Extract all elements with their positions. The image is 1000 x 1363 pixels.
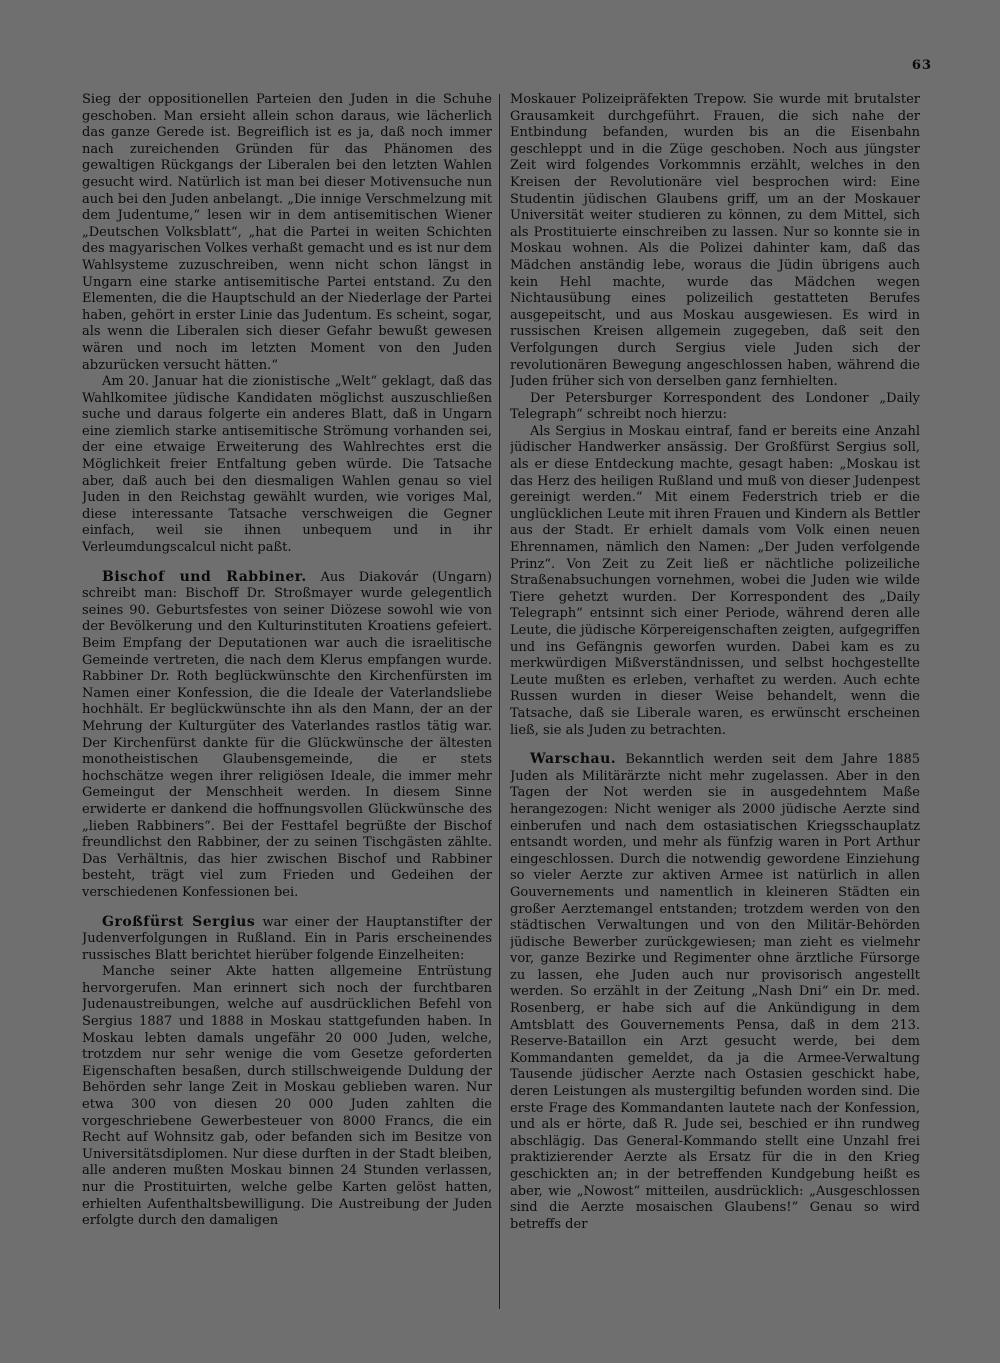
article-paragraph: Am 20. Januar hat die zionistische „Welt“ geklagt, daß das Wahlkomitee jüdische Kandidaten möglichst auszuschließen suche und daraus folgerte ein anderes Blatt, daß in Ungarn eine ziemlich starke antisemitische Strömung vorhanden sei, der eine etwaige Erweiterung des Wahlrechtes erst die Möglichkeit freier Entfaltung geben würde. Die Tatsache aber, daß auch bei den diesmaligen Wahlen genau so viel Juden in den Reichstag gewählt wurden, wie voriges Mal, diese interessante Tatsache verschweigen die Gegner einfach, weil sie ihnen unbequem und in ihr Verleumdungscalcul nicht paßt. — [82, 374, 492, 556]
article-paragraph: Manche seiner Akte hatten allgemeine Entrüstung hervorgerufen. Man erinnert sich noch der furchtbaren Judenaustreibungen, welche auf ausdrücklichen Befehl von Sergius 1887 und 1888 in Moskau stattgefunden haben. In Moskau lebten damals ungefähr 20 000 Juden, welche, trotzdem nur sehr wenige die vom Gesetze geforderten Eigenschaften besaßen, durch stillschweigende Duldung der Behörden sehr lange Zeit in Moskau geblieben waren. Nur etwa 300 von diesen 20 000 Juden zahlten die vorgeschriebene Gewerbesteuer von 8000 Francs, die ein Recht auf Wohnsitz gab, oder befanden sich im Besitze von Universitätsdiplomen. Nur diese durften in der Stadt bleiben, alle anderen mußten Moskau binnen 24 Stunden verlassen, nur die Prostituirten, welche gelbe Karten gelöst hatten, erhielten Aufenthaltsbewilligung. Die Austreibung der Juden erfolgte durch den damaligen — [82, 964, 492, 1229]
article-paragraph: war einer der Hauptanstifter der Judenverfolgungen in Rußland. Ein in Paris erscheinendes russisches Blatt berichtet hierüber folgende Einzelheiten: — [82, 914, 492, 963]
article-paragraph: Moskauer Polizeipräfekten Trepow. Sie wurde mit brutalster Grausamkeit durchgeführt. Frauen, die sich nahe der Entbindung befanden, wurden bis an die Eisenbahn geschleppt und in die Züge geschoben. Noch aus jüngster Zeit wird folgendes Vorkommnis erzählt, welches in den Kreisen der Revolutionäre viel besprochen wird: Eine Studentin jüdischen Glaubens griff, um an der Moskauer Universität weiter studieren zu können, zu dem Mittel, sich als Prostituierte einschreiben zu lassen. Nur so konnte sie in Moskau wohnen. Als die Polizei dahinter kam, daß das Mädchen anständig lebe, woraus die Jüdin übrigens auch kein Hehl machte, wurde das Mädchen wegen Nichtausübung eines polizeilich gestatteten Berufes ausgepeitscht, und aus Moskau ausgewiesen. Es wird in russischen Kreisen allgemein zugegeben, daß seit den Verfolgungen durch Sergius viele Juden sich der revolutionären Bewegung angeschlossen haben, während die Juden früher sich von derselben ganz fernhielten. — [510, 92, 920, 390]
section-headline: Großfürst Sergius — [102, 913, 256, 930]
column-divider — [499, 94, 500, 1309]
section-headline: Bischof und Rabbiner. — [102, 568, 307, 585]
article-paragraph: Bekanntlich werden seit dem Jahre 1885 Juden als Militärärzte nicht mehr zugelassen. Aber in den Tagen der Not werden sie in ausgedehntem Maße herangezogen: Nicht weniger als 2000 jüdische Aerzte sind einberufen und nach dem ostasiatischen Kriegsschauplatz entsandt worden, und mehr als fünfzig waren in Port Arthur eingeschlossen. Durch die notwendig gewordene Einziehung so vieler Aerzte zur aktiven Armee ist natürlich in allen Gouvernements und namentlich in kleineren Städten ein großer Aerztemangel entstanden; trotzdem werden von den städtischen Verwaltungen und von den Militär-Behörden jüdische Bewerber zurückgewiesen; man zieht es vielmehr vor, ganze Bezirke und Regimenter ohne ärztliche Fürsorge zu lassen, ehe Juden auch nur provisorisch angestellt werden. So erzählt in der Zeitung „Nash Dni“ ein Dr. med. Rosenberg, er habe sich auf die Ankündigung in dem Amtsblatt des Gouvernements Pensa, daß in dem 213. Reserve-Bataillon ein Arzt gesucht werde, bei dem Kommandanten gemeldet, da ja die Armee-Verwaltung Tausende jüdischer Aerzte nach Ostasien geschickt habe, deren Leistungen als mustergiltig befunden worden sind. Die erste Frage des Kommandanten lautete nach der Konfession, und als er hörte, daß R. Jude sei, beschied er ihn rundweg abschlägig. Das General-Kommando stellt eine Unzahl frei praktizierender Aerzte als Ersatz für die in den Krieg geschickten an; in der betreffenden Kundgebung heißt es aber, wie „Nowost“ mitteilen, ausdrücklich: „Ausgeschlossen sind die Aerzte mosaischen Glaubens!“ Genau so wird betreffs der — [510, 752, 920, 1232]
article-paragraph: Als Sergius in Moskau eintraf, fand er bereits eine Anzahl jüdischer Handwerker ansässig. Der Großfürst Sergius soll, als er diese Entdeckung machte, gesagt haben: „Moskau ist das Herz des heiligen Rußland und muß von dieser Judenpest gereinigt werden.“ Mit einem Federstrich trieb er die unglücklichen Leute mit ihren Frauen und Kindern als Bettler aus der Stadt. Er erhielt damals vom Volk einen neuen Ehrennamen, nämlich den Namen: „Der Juden verfolgende Prinz“. Von Zeit zu Zeit ließ er nächtliche polizeiliche Straßenabsuchungen vornehmen, wobei die Juden wie wilde Tiere gehetzt wurden. Der Korrespondent des „Daily Telegraph“ entsinnt sich einer Periode, während deren alle Leute, die jüdische Körpereigenschaften zeigten, aufgegriffen und ins Gefängnis geworfen wurden. Dabei kam es zu merkwürdigen Mißverständnissen, und selbst hochgestellte Leute mußten es erleben, verhaftet zu werden. Auch echte Russen wurden in dieser Weise behandelt, wenn die Tatsache, daß sie Liberale waren, es erwünscht erscheinen ließ, sie als Juden zu betrachten. — [510, 423, 920, 738]
right-column — [510, 92, 920, 1314]
article-paragraph: Sieg der oppositionellen Parteien den Juden in die Schuhe geschoben. Man ersieht allein schon daraus, wie lächerlich das ganze Gerede ist. Begreiflich ist es ja, daß noch immer nach zureichenden Gründen für das Phänomen des gewaltigen Rückgangs der Liberalen bei den letzten Wahlen gesucht wird. Natürlich ist man bei dieser Motivensuche nun auch bei den Juden anbelangt. „Die innige Verschmelzung mit dem Judentume,“ lesen wir in dem antisemitischen Wiener „Deutschen Volksblatt“, „hat die Partei in weiten Schichten des magyarischen Volkes verhaßt gemacht und es ist nur dem Wahlsysteme zuzuschreiben, wenn nicht schon längst in Ungarn eine starke antisemitische Partei entstand. Zu den Elementen, die die Hauptschuld an der Niederlage der Partei haben, gehört in erster Linie das Judentum. Es scheint, sogar, als wenn die Liberalen sich dieser Gefahr bewußt gewesen wären und noch im letzten Moment von den Juden abzurücken versucht hätten.“ — [82, 92, 492, 373]
section-headline: Warschau. — [530, 751, 617, 768]
page-number: 63 — [911, 58, 932, 73]
left-column — [82, 92, 492, 1314]
article-paragraph: Der Petersburger Korrespondent des Londoner „Daily Telegraph“ schreibt noch hierzu: — [510, 390, 920, 423]
article-paragraph: Aus Diakovár (Ungarn) schreibt man: Bischoff Dr. Stroßmayer wurde gelegentlich seines 90. Geburtsfestes von seiner Diözese sowohl wie von der Bevölkerung und den Kulturinstituten Kroatiens gefeiert. Beim Empfang der Deputationen war auch die israelitische Gemeinde vertreten, die nach dem Klerus empfangen wurde. Rabbiner Dr. Roth beglückwünschte den Kirchenfürsten im Namen einer Konfession, die die Ideale der Vaterlandsliebe hochhält. Er beglückwünschte ihn als den Mann, der an der Mehrung der Kulturgüter des Vaterlandes rastlos tätig war. Der Kirchenfürst dankte für die Glückwünsche der ältesten monotheistischen Glaubensgemeinde, die er stets hochschätze wegen ihrer religiösen Ideale, die immer mehr Gemeingut der Menschheit werden. In diesem Sinne erwiderte er dankend die hoffnungsvollen Glückwünsche des „lieben Rabbiners“. Bei der Festtafel begrüßte der Bischof freundlichst den Rabbiner, der zu seinen Tischgästen zählte. Das Verhältnis, das hier zwischen Bischof und Rabbiner besteht, trägt viel zum Frieden und Gedeihen der verschiedenen Konfessionen bei. — [82, 569, 492, 900]
